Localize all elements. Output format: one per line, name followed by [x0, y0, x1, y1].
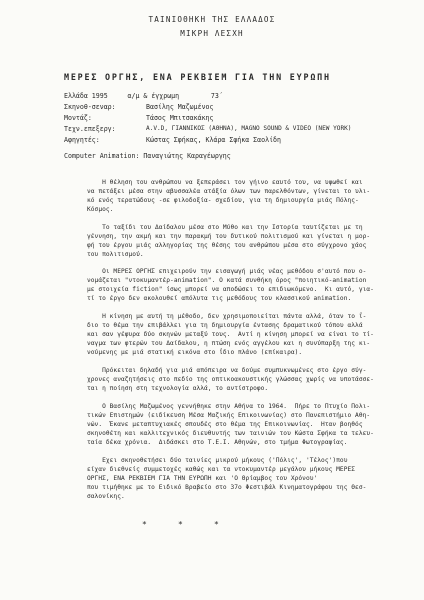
- narrators-value: Κώστας Σφήκας, Κλάρα Σφήκα Σαολίδη: [146, 136, 281, 144]
- paragraph-line: και σαν γέφυρα δύο σκηνών μεταξύ τους. Αντί η κίνηση μπορεί να είναι το τί-: [87, 331, 374, 338]
- page-title: ΜΕΡΕΣ ΟΡΓΗΣ, ΕΝΑ ΡΕΚΒΙΕΜ ΓΙΑ ΤΗΝ ΕΥΡΩΠΗ: [64, 72, 331, 82]
- paragraph-line: τί το έργο δεν ακολουθεί απόλυτα τις μεθόδους του κλασσικού animation.: [87, 295, 352, 302]
- paragraph-line: Το ταξίδι του Δαίδαλου μέσα στο Μύθο και την Ιστορία ταυτίζεται με τη: [87, 224, 363, 231]
- production-label: Τεχν.επεξεργ:: [64, 125, 116, 133]
- paragraph-line: ται η ποίηση στη τεχνολογία αλλά, το αντίστροφο.: [87, 385, 269, 392]
- paragraph-line: ναγμα των φτερών του Δαίδαλου, η πτώση ενός αγγέλου και η συνύπαρξη της κι-: [87, 340, 371, 347]
- paragraph-line: φή του έργου μιάς αλληγορίας της θέσης του ανθρώπου μέσα στο σύγχρονο χάος: [87, 242, 367, 249]
- paragraph-line: νών. Έκανε μεταπτυχιακές σπουδές στο θέμα της Επικοινωνίας. Ηταν βοηθός: [87, 421, 363, 428]
- paragraph-line: είχαν διεθνείς συμμετοχές καθώς και τα ντοκυμαντέρ μεγάλου μήκους ΜΕΡΕΣ: [87, 466, 356, 473]
- paragraph-line: Η κίνηση με αυτή τη μέθοδο, δεν χρησιμοποιείται πάντα αλλά, όταν το ΐ-: [87, 313, 367, 320]
- animation-credit: Computer Animation: Παναγιώτης Καραγέωργης: [64, 152, 231, 160]
- paragraph-line: Εχει σκηνοθετήσει δύο ταινίες μικρού μήκους ('Πόλις', 'Τέλος')που: [87, 457, 348, 464]
- narrators-label: Αφηγητές:: [64, 136, 100, 144]
- director-value: Βασίλης Μαζωμένος: [146, 103, 214, 111]
- paragraph-line: τικών Επιστημών (ειδίκευση Μέσα Μαζικής Επικοινωνίας) στο Πανεπιστήμιο Αθη-: [87, 412, 371, 419]
- paragraph-line: διο το θέμα την επιβάλλει για τη δημιουργία έντασης δραματικού τόπου αλλά: [87, 322, 363, 329]
- paragraph-line: ΟΡΓΗΣ, ΕΝΑ ΡΕΚΒΙΕΜ ΓΙΑ ΤΗΝ ΕΥΡΩΠΗ και 'Ο Θρίαμβος του Χρόνου': [87, 475, 318, 482]
- paragraph-line: Οι ΜΕΡΕΣ ΟΡΓΗΣ επιχειρούν την εισαγωγή μιάς νέας μεθόδου σ'αυτό που ο-: [87, 268, 367, 275]
- paragraph-line: Κόσμος.: [87, 206, 114, 213]
- paragraph-line: γέννηση, την ακμή και την παρακμή του δυτικού πολιτισμού και γίνεται η μορ-: [87, 233, 371, 240]
- paragraph-line: κό ενός τερατώδους -σε φιλοδοξία- σχεδίου, για τη δημιουργία μιάς Πόλης-: [87, 197, 359, 204]
- paragraph-line: του πολιτισμού.: [87, 251, 144, 258]
- paragraph-line: Πρόκειται δηλαδή για μιά απόπειρα να δούμε συμπυκνωμένες στο έργο σύγ-: [87, 367, 367, 374]
- production-value: A.V.D, ΓΙΑΝΝΙΚΟΣ (ΑΘΗΝΑ), MAGNO SOUND & VIDEO (NEW YORK): [146, 125, 352, 132]
- header-org-line-2: ΜΙΚΡΗ ΛΕΣΧΗ: [180, 29, 244, 38]
- paragraph-line: να πετάξει μέσα στην αβυσσαλέα ατάξία όλων των παρελθόντων, γίνεται το υλι-: [87, 188, 371, 195]
- paragraph-line: ταία δέκα χρόνια. Διδάσκει στο Τ.Ε.Ι. Αθηνών, στο τμήμα Φωτογραφίας.: [87, 439, 348, 446]
- paragraph-line: χρονες αναζητήσεις στο πεδίο της οπτικοακουστικής γλώσσας χωρίς να υποτάσσε-: [87, 376, 374, 383]
- editor-value: Τάσος Μπιτσακάκης: [146, 114, 214, 122]
- director-label: Σκηνοθ-σεναρ:: [64, 103, 116, 111]
- footer-star: *: [178, 520, 183, 529]
- paragraph-line: Η θέληση του ανθρώπου να ξεπεράσει τον γήινο εαυτό του, να υψωθεί και: [87, 179, 363, 186]
- paragraph-line: Ο Βασίλης Μαζωμένος γεννήθηκε στην Αθήνα το 1964. Πήρε το Πτυχίο Πολι-: [87, 403, 371, 410]
- paragraph-line: με στοιχεία fiction" ίσως μπορεί να αποδώσει το επιδιωκόμενο. Κι αυτό, για-: [87, 286, 374, 293]
- paragraph-line: που τιμήθηκε με το Ειδικό Βραβείο στο 37ο Φεστιβάλ Κινηματογράφου της Θεσ-: [87, 484, 367, 491]
- paragraph-line: νούμενης με μιά στατική εικόνα στο ΐδιο πλάνο (επίκαιρα).: [87, 349, 303, 356]
- paragraph-line: σκηνοθέτη και καλλιτεχνικός διευθυντής των ταινιών του Κώστα Σφήκα τα τελευ-: [87, 430, 374, 437]
- footer-star: *: [142, 520, 147, 529]
- header-org-line-1: ΤΑΙΝΙΟΘΗΚΗ ΤΗΣ ΕΛΛΑΔΟΣ: [148, 15, 276, 24]
- footer-star: *: [214, 520, 219, 529]
- country-year-format: Ελλάδα 1995 α/μ & έγχρωμη 73΄: [64, 92, 223, 100]
- paragraph-line: σαλονίκης.: [87, 493, 125, 500]
- editor-label: Μοντάζ:: [64, 114, 92, 122]
- paragraph-line: νομάζεται "ντοκυμαντέρ-animation". Ο κατά συνθήκη όρος "ποιητικό-animation: [87, 277, 367, 284]
